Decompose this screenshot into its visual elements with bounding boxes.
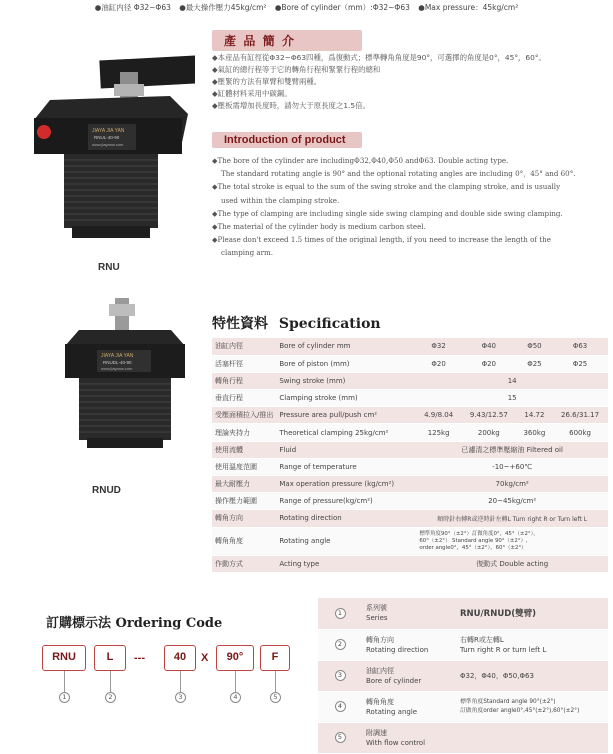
ordering-table	[318, 598, 608, 754]
intro-en-line: ◆The total stroke is equal to the sum of the swing stroke and the clamping stroke, and is usually	[212, 182, 561, 192]
spec-key-zh: 活塞杆徑	[212, 355, 276, 372]
spec-key-zh: 使用溫度范圍	[212, 458, 276, 475]
spec-key-en: Theoretical clamping 25kg/cm²	[276, 424, 416, 441]
spec-key-zh: 作動方式	[212, 555, 276, 572]
feature-bore-en: ●Bore of cylinder（mm）:Φ32~Φ63	[274, 3, 410, 12]
rnu-plate-model: RNUL-40-90	[94, 135, 120, 140]
spec-key-en: Range of pressure(kg/cm²)	[276, 493, 416, 510]
ordering-index: 5	[335, 732, 346, 743]
spec-value: 9.43/12.57	[461, 407, 517, 424]
spec-value: 200kg	[461, 424, 517, 441]
spec-key-en: Acting type	[276, 555, 416, 572]
spec-value: 20~45kg/cm²	[416, 493, 608, 510]
spec-row	[212, 355, 608, 372]
code-bore-box: 40	[164, 645, 196, 671]
ordering-value: RNU/RNUD(雙臂)	[460, 609, 537, 620]
spec-key-en: Range of temperature	[276, 458, 416, 475]
ordering-row	[318, 660, 608, 691]
spec-key-zh: 轉角行程	[212, 372, 276, 389]
ordering-label-zh: 系列號	[366, 604, 387, 613]
rnu-plate-brand: JIAYA JIA YAN	[92, 128, 125, 134]
spec-value: Φ63	[552, 338, 608, 355]
spec-key-en: Bore of piston (mm)	[276, 355, 416, 372]
spec-row	[212, 372, 608, 389]
intro-zh-line: ◆氣缸的總行程等于它的轉角行程和緊緊行程的總和	[212, 65, 381, 74]
ordering-value-2: 訂做角度order angle0°,45°(±2°),60°(±2°)	[460, 707, 580, 714]
intro-en-line: used within the clamping stroke.	[221, 195, 340, 205]
spec-value: Φ32	[416, 338, 461, 355]
spec-key-en: Clamping stroke (mm)	[276, 390, 416, 407]
ordering-label-en: Rotating direction	[366, 645, 429, 654]
spec-value: 14.72	[517, 407, 552, 424]
rnud-caption: RNUD	[92, 485, 121, 496]
code-index-1: 1	[59, 692, 70, 703]
spec-value: Φ25	[552, 355, 608, 372]
intro-zh-line: ◆壓緊的方法有單臂和雙臂兩種。	[212, 77, 322, 86]
spec-row	[212, 424, 608, 441]
spec-value: Φ20	[461, 355, 517, 372]
top-feature-bar	[0, 2, 613, 13]
connector-line	[235, 671, 236, 692]
spec-key-en: Bore of cylinder mm	[276, 338, 416, 355]
spec-key-en: Rotating direction	[276, 510, 416, 527]
spec-key-en: Pressure area pull/push cm²	[276, 407, 416, 424]
rnu-cylinder-image	[20, 40, 195, 255]
spec-value: Φ40	[461, 338, 517, 355]
intro-zh-heading: 產 品 簡 介	[212, 30, 362, 51]
spec-heading-en: Specification	[278, 316, 381, 332]
code-dash: ---	[134, 652, 145, 664]
spec-value: Φ25	[517, 355, 552, 372]
ordering-value-2: Turn right R or turn left L	[460, 645, 547, 654]
spec-key-zh: 最大耐壓力	[212, 476, 276, 493]
ordering-row	[318, 629, 608, 660]
spec-table	[212, 338, 608, 573]
intro-en-line: The standard rotating angle is 90° and the optional rotating angles are including 0°，45° and 60°.	[221, 169, 576, 179]
spec-row	[212, 527, 608, 555]
spec-key-en: Rotating angle	[276, 527, 416, 555]
ordering-index: 1	[335, 608, 346, 619]
code-angle-box: 90°	[216, 645, 254, 671]
spec-row	[212, 338, 608, 355]
spec-heading-zh: 特性資料	[212, 316, 268, 332]
spec-value: 360kg	[517, 424, 552, 441]
ordering-label-zh: 附調速	[366, 728, 387, 737]
ordering-row	[318, 722, 608, 753]
ordering-heading: 訂購標示法 Ordering Code	[46, 616, 223, 631]
intro-zh-line: ◆缸體材料采用中碳鋼。	[212, 89, 292, 98]
intro-en-line: ◆The material of the cylinder body is medium carbon steel.	[212, 222, 426, 232]
spec-key-zh: 理論夾持力	[212, 424, 276, 441]
intro-zh-line: ◆壓板需增加長度時，請勿大于原長度之1.5倍。	[212, 101, 370, 110]
spec-value: 125kg	[416, 424, 461, 441]
code-direction-box: L	[94, 645, 126, 671]
rnu-plate-url: www.jiayanw.com	[92, 142, 124, 147]
intro-en-line: ◆Please don't exceed 1.5 times of the original length, if you need to increase the length of the	[212, 235, 551, 245]
spec-key-en: Max operation pressure (kg/cm²)	[276, 476, 416, 493]
connector-line	[110, 671, 111, 692]
spec-row	[212, 441, 608, 458]
spec-row	[212, 476, 608, 493]
spec-key-zh: 轉角角度	[212, 527, 276, 555]
spec-key-zh: 油缸内徑	[212, 338, 276, 355]
code-index-4: 4	[230, 692, 241, 703]
spec-value: 順時針右轉R或逆時針左轉L Turn right R or Turn left L	[416, 510, 608, 527]
ordering-index: 4	[335, 701, 346, 712]
connector-line	[64, 671, 65, 692]
rnud-plate-url: www.jiayanw.com	[101, 366, 133, 371]
intro-zh-list	[212, 52, 608, 112]
intro-en-heading: Introduction of product	[212, 132, 362, 148]
code-times: X	[201, 652, 209, 664]
intro-en-line: ◆The bore of the cylinder are includingΦ32,Φ40,Φ50 andΦ63. Double acting type.	[212, 156, 509, 165]
spec-key-en: Fluid	[276, 441, 416, 458]
spec-row	[212, 458, 608, 475]
code-flow-box: F	[260, 645, 290, 671]
spec-value: 復動式 Double acting	[416, 555, 608, 572]
code-index-2: 2	[105, 692, 116, 703]
ordering-row	[318, 598, 608, 629]
rnu-caption: RNU	[98, 262, 120, 273]
feature-pressure-en: ●Max pressure：45kg/cm²	[418, 3, 519, 12]
intro-zh-line: ◆本産品有缸徑從Φ32~Φ63四種，爲復動式；標準轉角角度是90°，可選擇的角度是0°，45°，60°。	[212, 53, 546, 62]
ordering-index: 2	[335, 639, 346, 650]
connector-line	[275, 671, 276, 692]
spec-row	[212, 493, 608, 510]
spec-value: 600kg	[552, 424, 608, 441]
ordering-label-zh: 油缸内徑	[366, 666, 394, 675]
spec-value: Φ20	[416, 355, 461, 372]
spec-row	[212, 510, 608, 527]
ordering-label-en: Bore of cylinder	[366, 676, 422, 685]
ordering-label-zh: 轉角角度	[366, 697, 394, 706]
ordering-index: 3	[335, 670, 346, 681]
spec-value: Φ50	[517, 338, 552, 355]
ordering-label-zh: 轉角方向	[366, 635, 394, 644]
ordering-value: 右轉R或左轉L	[460, 635, 504, 644]
rnud-plate-model: RNUDL-40-90	[103, 360, 132, 365]
spec-value: 70kg/cm²	[416, 476, 608, 493]
spec-key-zh: 轉角方向	[212, 510, 276, 527]
code-series-box: RNU	[42, 645, 86, 671]
feature-bore-zh: ●油缸内径 Φ32~Φ63	[94, 3, 171, 12]
spec-value: 4.9/8.04	[416, 407, 461, 424]
ordering-label-en: With flow control	[366, 738, 426, 747]
spec-value: 14	[416, 372, 608, 389]
rnud-plate-brand: JIAYA JIA YAN	[101, 353, 134, 359]
code-index-5: 5	[270, 692, 281, 703]
ordering-value: Φ32，Φ40，Φ50,Φ63	[460, 671, 534, 680]
spec-angle-cell	[416, 527, 608, 555]
intro-en-list	[212, 154, 612, 260]
spec-value: -10~+60℃	[416, 458, 608, 475]
feature-pressure-zh: ●最大操作壓力45kg/cm²	[179, 3, 267, 12]
ordering-label-en: Series	[366, 614, 388, 623]
intro-en-line: ◆The type of clamping are including single side swing clamping and double side swing clamping.	[212, 208, 563, 218]
spec-angle-line: order angle0°，45°（±2°），60°（±2°）	[419, 544, 527, 551]
spec-angle-line: 標準角度90°（±2°）訂做角度0°，45°（±2°），	[419, 530, 539, 537]
spec-row	[212, 407, 608, 424]
spec-row	[212, 555, 608, 572]
spec-key-zh: 受壓面積拉入/推出	[212, 407, 276, 424]
spec-value: 26.6/31.17	[552, 407, 608, 424]
rnud-cylinder-image	[55, 292, 195, 462]
ordering-value: 標準角度Standard angle 90°(±2°)	[460, 698, 556, 705]
spec-key-en: Swing stroke (mm)	[276, 372, 416, 389]
spec-row	[212, 390, 608, 407]
spec-value: 15	[416, 390, 608, 407]
intro-en-line: clamping arm.	[221, 248, 273, 258]
spec-key-zh: 使用流體	[212, 441, 276, 458]
spec-key-zh: 垂直行程	[212, 390, 276, 407]
connector-line	[180, 671, 181, 692]
ordering-row	[318, 691, 608, 722]
spec-value: 已濾清之標準壓縮油 Filtered oil	[416, 441, 608, 458]
spec-heading	[212, 313, 381, 333]
code-index-3: 3	[175, 692, 186, 703]
spec-angle-line: 60°（±2°） Standard angle 90°（±2°）,	[419, 537, 528, 544]
spec-key-zh: 操作壓力範圍	[212, 493, 276, 510]
ordering-label-en: Rotating angle	[366, 707, 418, 716]
